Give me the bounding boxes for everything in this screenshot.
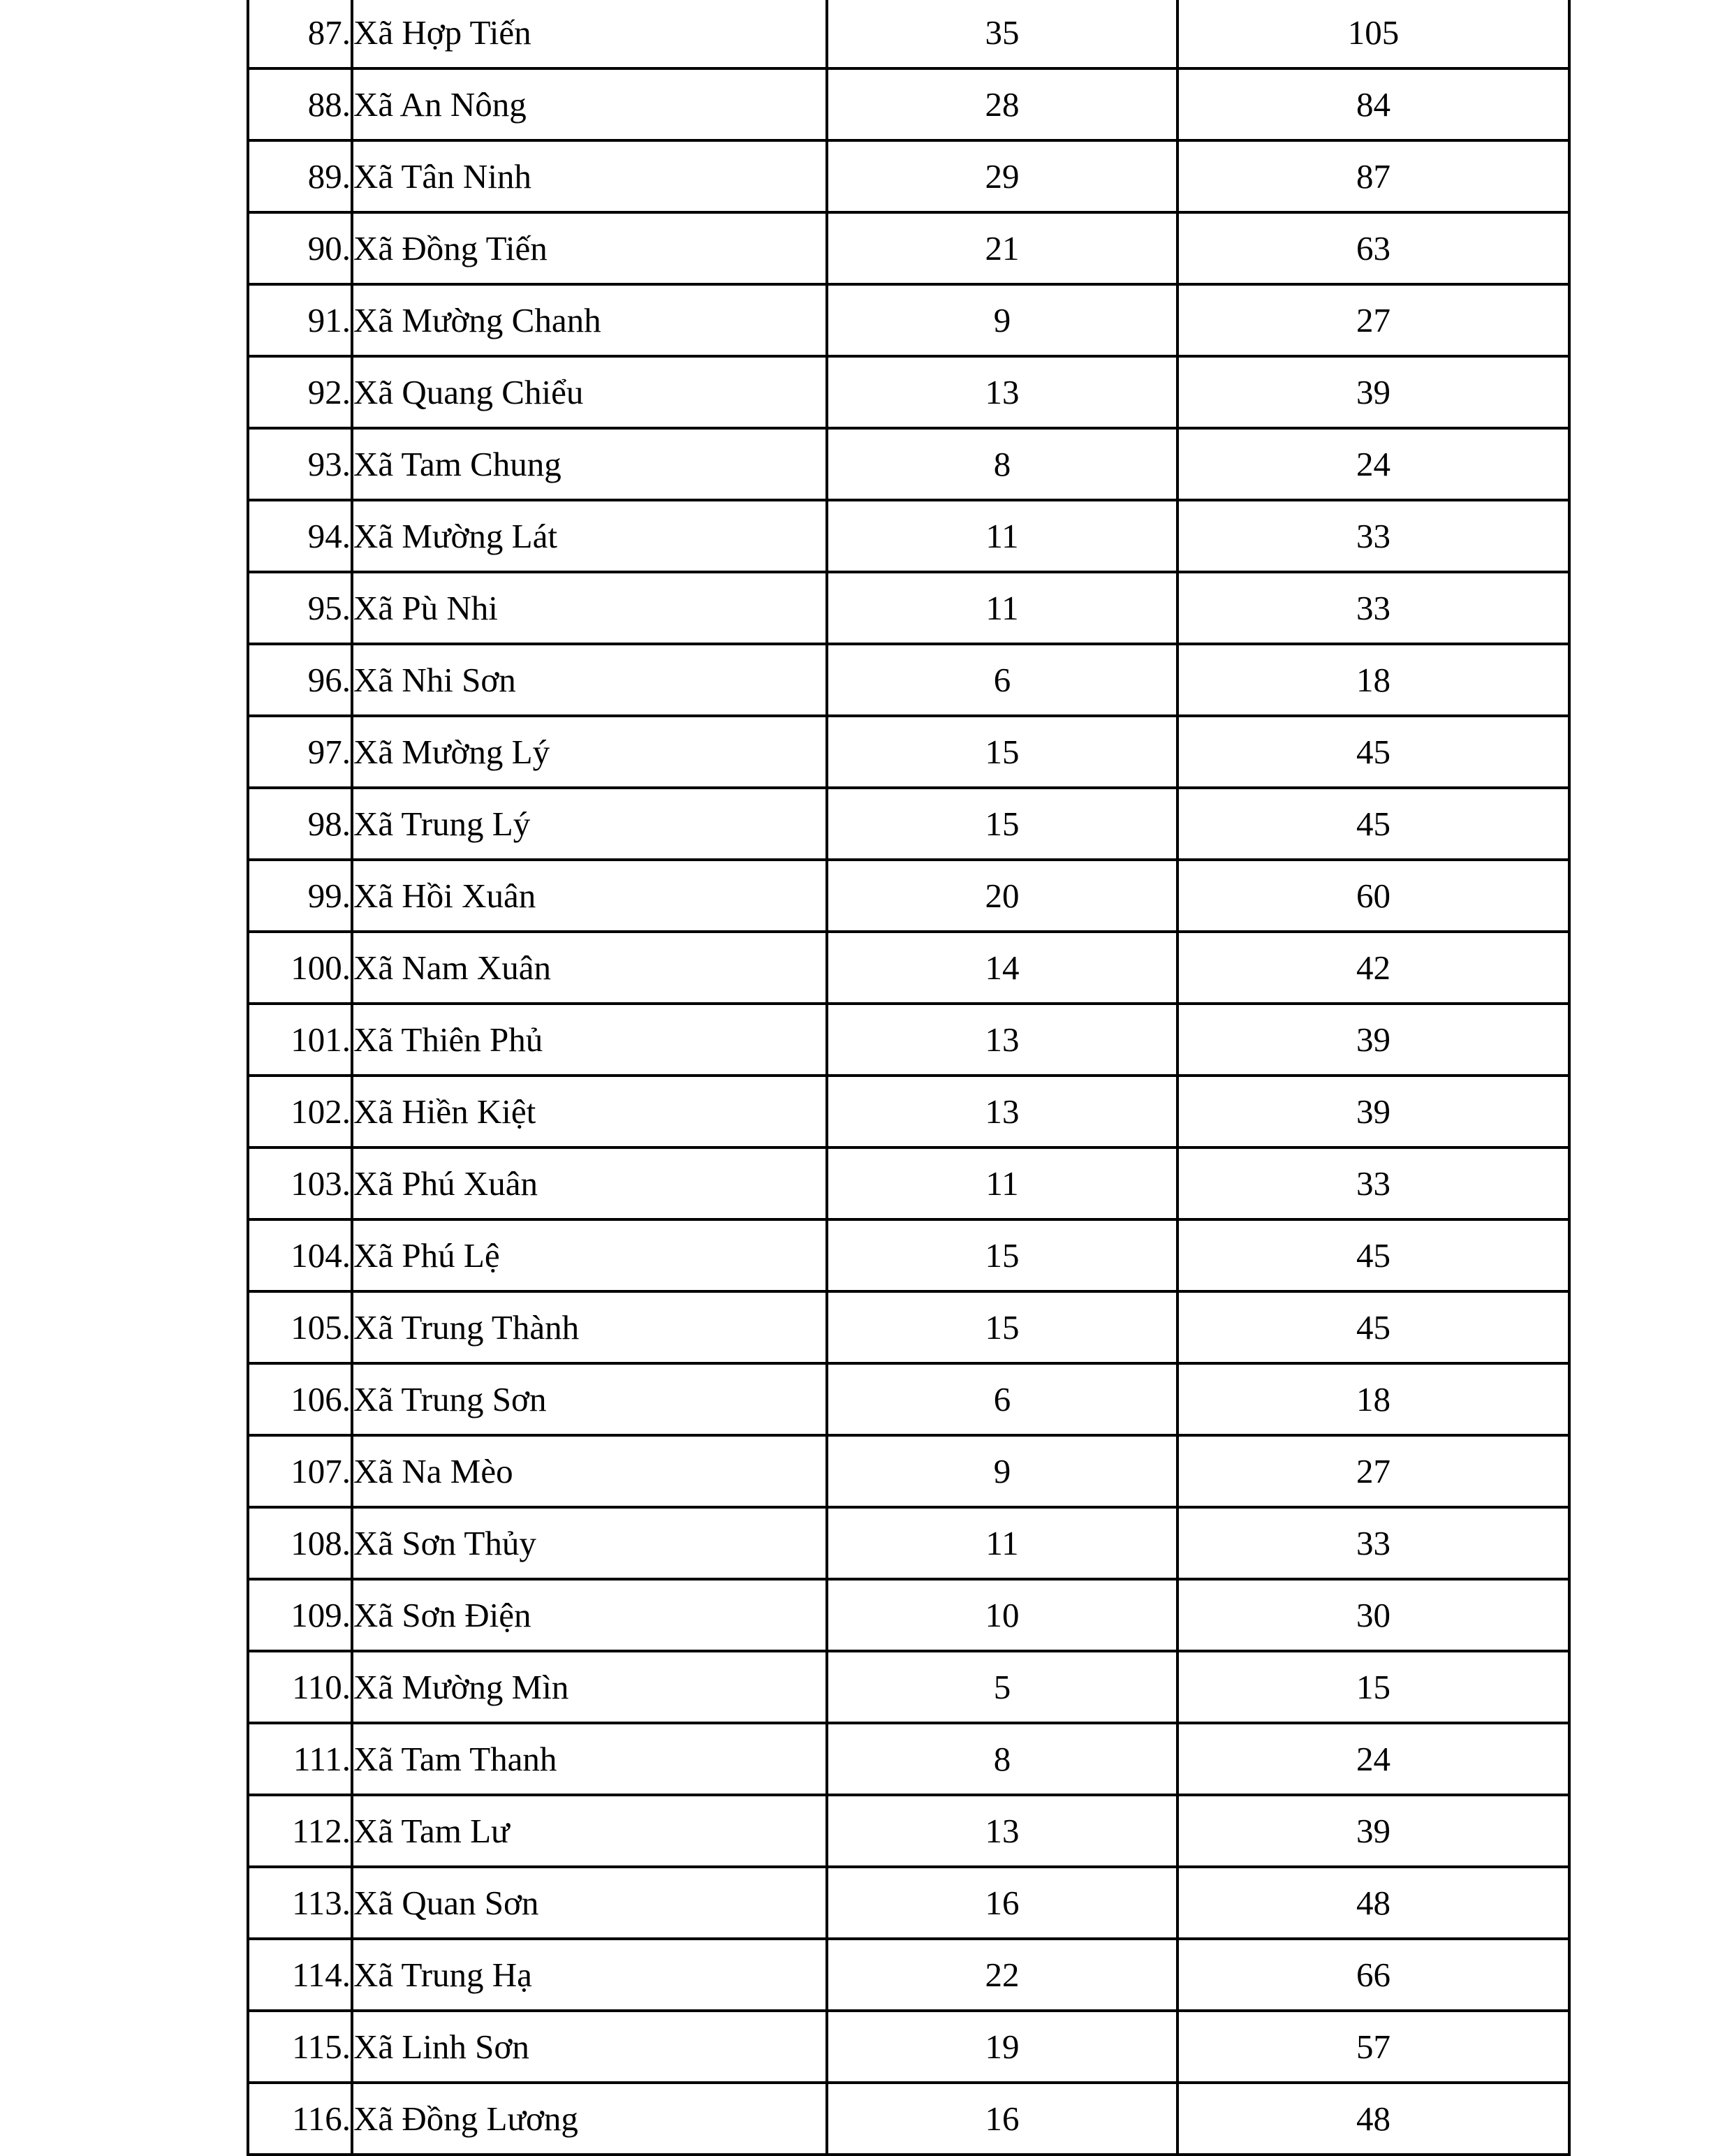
row-value2-cell: 45 <box>1177 716 1569 788</box>
row-index-cell: 104. <box>248 1219 352 1291</box>
row-name-cell: Xã Sơn Thủy <box>352 1507 827 1579</box>
row-name-cell: Xã Sơn Điện <box>352 1579 827 1651</box>
row-value1-cell: 10 <box>827 1579 1177 1651</box>
row-value2-cell: 66 <box>1177 1939 1569 2011</box>
row-value1-cell: 11 <box>827 500 1177 572</box>
row-value1-cell: 13 <box>827 1004 1177 1076</box>
table-row <box>248 1795 1569 1867</box>
row-value2-cell: 45 <box>1177 1219 1569 1291</box>
row-value1-cell: 9 <box>827 1435 1177 1507</box>
row-value1-cell: 21 <box>827 212 1177 284</box>
table-row <box>248 1076 1569 1147</box>
row-name-cell: Xã Nam Xuân <box>352 932 827 1004</box>
row-name-cell: Xã Pù Nhi <box>352 572 827 644</box>
row-index-cell: 95. <box>248 572 352 644</box>
row-value1-cell: 11 <box>827 572 1177 644</box>
row-value1-cell: 8 <box>827 1723 1177 1795</box>
row-value1-cell: 5 <box>827 1651 1177 1723</box>
row-value1-cell: 6 <box>827 644 1177 716</box>
row-index-cell: 92. <box>248 356 352 428</box>
row-value2-cell: 33 <box>1177 1147 1569 1219</box>
row-name-cell: Xã Trung Thành <box>352 1291 827 1363</box>
table-row <box>248 68 1569 140</box>
row-value2-cell: 57 <box>1177 2011 1569 2083</box>
row-value1-cell: 20 <box>827 860 1177 932</box>
row-value1-cell: 15 <box>827 1291 1177 1363</box>
row-value2-cell: 105 <box>1177 0 1569 68</box>
row-index-cell: 99. <box>248 860 352 932</box>
row-name-cell: Xã Trung Sơn <box>352 1363 827 1435</box>
row-value2-cell: 87 <box>1177 140 1569 212</box>
row-name-cell: Xã Đồng Tiến <box>352 212 827 284</box>
row-index-cell: 105. <box>248 1291 352 1363</box>
row-name-cell: Xã Tân Ninh <box>352 140 827 212</box>
table-row <box>248 0 1569 68</box>
row-index-cell: 88. <box>248 68 352 140</box>
row-value1-cell: 16 <box>827 2083 1177 2155</box>
table-row <box>248 1507 1569 1579</box>
row-name-cell: Xã An Nông <box>352 68 827 140</box>
row-value2-cell: 33 <box>1177 1507 1569 1579</box>
table-row <box>248 1219 1569 1291</box>
row-value2-cell: 27 <box>1177 1435 1569 1507</box>
row-index-cell: 91. <box>248 284 352 356</box>
row-index-cell: 116. <box>248 2083 352 2155</box>
table-row <box>248 1939 1569 2011</box>
table-row <box>248 572 1569 644</box>
row-index-cell: 113. <box>248 1867 352 1939</box>
row-value1-cell: 13 <box>827 356 1177 428</box>
row-value1-cell: 28 <box>827 68 1177 140</box>
row-index-cell: 109. <box>248 1579 352 1651</box>
row-value2-cell: 15 <box>1177 1651 1569 1723</box>
row-index-cell: 108. <box>248 1507 352 1579</box>
row-name-cell: Xã Nhi Sơn <box>352 644 827 716</box>
row-name-cell: Xã Phú Xuân <box>352 1147 827 1219</box>
table-row <box>248 212 1569 284</box>
row-value1-cell: 6 <box>827 1363 1177 1435</box>
table-row <box>248 1579 1569 1651</box>
row-value2-cell: 27 <box>1177 284 1569 356</box>
row-value1-cell: 13 <box>827 1076 1177 1147</box>
table-container <box>247 0 1568 2156</box>
row-name-cell: Xã Đồng Lương <box>352 2083 827 2155</box>
row-value2-cell: 39 <box>1177 1004 1569 1076</box>
table-row <box>248 1363 1569 1435</box>
row-value2-cell: 48 <box>1177 1867 1569 1939</box>
row-name-cell: Xã Mường Mìn <box>352 1651 827 1723</box>
row-name-cell: Xã Tam Thanh <box>352 1723 827 1795</box>
table-row <box>248 1291 1569 1363</box>
row-index-cell: 100. <box>248 932 352 1004</box>
row-index-cell: 107. <box>248 1435 352 1507</box>
row-index-cell: 103. <box>248 1147 352 1219</box>
row-value2-cell: 39 <box>1177 1795 1569 1867</box>
row-value1-cell: 13 <box>827 1795 1177 1867</box>
row-index-cell: 115. <box>248 2011 352 2083</box>
row-name-cell: Xã Tam Lư <box>352 1795 827 1867</box>
row-index-cell: 96. <box>248 644 352 716</box>
row-name-cell: Xã Tam Chung <box>352 428 827 500</box>
row-value2-cell: 45 <box>1177 788 1569 860</box>
row-value1-cell: 15 <box>827 1219 1177 1291</box>
row-value1-cell: 11 <box>827 1507 1177 1579</box>
row-value2-cell: 63 <box>1177 212 1569 284</box>
row-name-cell: Xã Quang Chiểu <box>352 356 827 428</box>
row-value2-cell: 48 <box>1177 2083 1569 2155</box>
table-row <box>248 1723 1569 1795</box>
row-index-cell: 87. <box>248 0 352 68</box>
row-value1-cell: 35 <box>827 0 1177 68</box>
row-index-cell: 111. <box>248 1723 352 1795</box>
row-name-cell: Xã Hiền Kiệt <box>352 1076 827 1147</box>
administrative-units-table <box>247 0 1571 2156</box>
row-value2-cell: 42 <box>1177 932 1569 1004</box>
table-row <box>248 1147 1569 1219</box>
table-row <box>248 1435 1569 1507</box>
row-name-cell: Xã Mường Lát <box>352 500 827 572</box>
row-value1-cell: 16 <box>827 1867 1177 1939</box>
row-value2-cell: 18 <box>1177 1363 1569 1435</box>
row-value2-cell: 18 <box>1177 644 1569 716</box>
table-row <box>248 932 1569 1004</box>
table-row <box>248 860 1569 932</box>
row-index-cell: 106. <box>248 1363 352 1435</box>
row-index-cell: 98. <box>248 788 352 860</box>
table-row <box>248 2083 1569 2155</box>
row-index-cell: 101. <box>248 1004 352 1076</box>
row-value2-cell: 33 <box>1177 572 1569 644</box>
row-value2-cell: 84 <box>1177 68 1569 140</box>
row-index-cell: 94. <box>248 500 352 572</box>
row-index-cell: 102. <box>248 1076 352 1147</box>
row-index-cell: 89. <box>248 140 352 212</box>
table-row <box>248 716 1569 788</box>
row-value2-cell: 24 <box>1177 1723 1569 1795</box>
row-value2-cell: 33 <box>1177 500 1569 572</box>
row-value1-cell: 9 <box>827 284 1177 356</box>
row-name-cell: Xã Phú Lệ <box>352 1219 827 1291</box>
row-name-cell: Xã Na Mèo <box>352 1435 827 1507</box>
row-name-cell: Xã Quan Sơn <box>352 1867 827 1939</box>
row-value2-cell: 60 <box>1177 860 1569 932</box>
row-value1-cell: 19 <box>827 2011 1177 2083</box>
row-value2-cell: 45 <box>1177 1291 1569 1363</box>
row-value2-cell: 24 <box>1177 428 1569 500</box>
row-value1-cell: 14 <box>827 932 1177 1004</box>
row-index-cell: 112. <box>248 1795 352 1867</box>
row-name-cell: Xã Mường Chanh <box>352 284 827 356</box>
table-row <box>248 1004 1569 1076</box>
row-name-cell: Xã Trung Lý <box>352 788 827 860</box>
row-value1-cell: 11 <box>827 1147 1177 1219</box>
row-value2-cell: 39 <box>1177 1076 1569 1147</box>
table-row <box>248 428 1569 500</box>
row-value1-cell: 29 <box>827 140 1177 212</box>
table-row <box>248 2011 1569 2083</box>
row-name-cell: Xã Hợp Tiến <box>352 0 827 68</box>
row-value2-cell: 39 <box>1177 356 1569 428</box>
row-name-cell: Xã Thiên Phủ <box>352 1004 827 1076</box>
row-value2-cell: 30 <box>1177 1579 1569 1651</box>
row-name-cell: Xã Mường Lý <box>352 716 827 788</box>
row-value1-cell: 22 <box>827 1939 1177 2011</box>
table-row <box>248 1651 1569 1723</box>
table-row <box>248 500 1569 572</box>
table-row <box>248 644 1569 716</box>
table-row <box>248 356 1569 428</box>
row-index-cell: 114. <box>248 1939 352 2011</box>
row-index-cell: 93. <box>248 428 352 500</box>
row-name-cell: Xã Linh Sơn <box>352 2011 827 2083</box>
table-row <box>248 1867 1569 1939</box>
row-value1-cell: 15 <box>827 716 1177 788</box>
table-row <box>248 140 1569 212</box>
table-body <box>248 0 1569 2155</box>
row-value1-cell: 8 <box>827 428 1177 500</box>
row-name-cell: Xã Hồi Xuân <box>352 860 827 932</box>
table-row <box>248 788 1569 860</box>
row-name-cell: Xã Trung Hạ <box>352 1939 827 2011</box>
row-index-cell: 110. <box>248 1651 352 1723</box>
table-row <box>248 284 1569 356</box>
row-index-cell: 97. <box>248 716 352 788</box>
row-index-cell: 90. <box>248 212 352 284</box>
row-value1-cell: 15 <box>827 788 1177 860</box>
